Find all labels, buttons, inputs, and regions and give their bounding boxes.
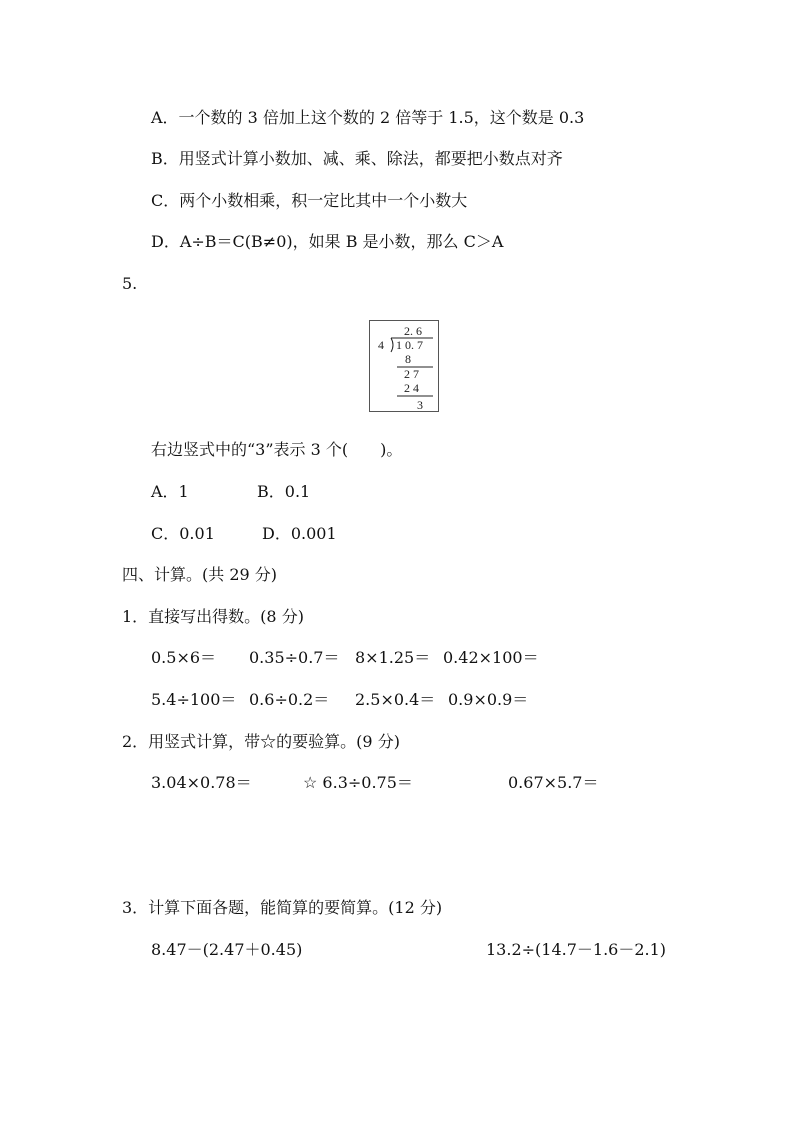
option-5a: A．1 <box>151 482 189 501</box>
q2-title: 2．用竖式计算，带☆的要验算。(9 分) <box>122 732 400 751</box>
division-divisor: 4 <box>378 338 384 352</box>
q1-item: 2.5×0.4＝ <box>355 690 436 709</box>
section-4-title: 四、计算。(共 29 分) <box>122 565 278 584</box>
division-remainder: 3 <box>417 398 423 412</box>
q1-title: 1．直接写出得数。(8 分) <box>122 607 304 626</box>
q1-item: 0.9×0.9＝ <box>448 690 529 709</box>
long-division-figure <box>369 320 439 412</box>
q1-item: 0.5×6＝ <box>151 648 217 667</box>
q2-item: 0.67×5.7＝ <box>508 773 599 792</box>
q1-item: 5.4÷100＝ <box>151 690 237 709</box>
q1-item: 8×1.25＝ <box>355 648 431 667</box>
option-4c: C．两个小数相乘，积一定比其中一个小数大 <box>151 191 468 210</box>
division-step-24: 2 4 <box>404 381 419 395</box>
division-step-27: 2 7 <box>404 367 419 381</box>
option-5c: C．0.01 <box>151 524 215 543</box>
division-dividend: 1 0. 7 <box>396 338 423 352</box>
option-5b: B．0.1 <box>257 482 311 501</box>
option-4b: B．用竖式计算小数加、减、乘、除法，都要把小数点对齐 <box>151 149 563 168</box>
question-5-number: 5. <box>122 274 138 293</box>
division-step-8: 8 <box>405 352 411 366</box>
q1-item: 0.35÷0.7＝ <box>249 648 340 667</box>
question-5-text: 右边竖式中的“3”表示 3 个( )。 <box>151 440 403 459</box>
q2-item: ☆ 6.3÷0.75＝ <box>303 773 413 792</box>
q3-item: 13.2÷(14.7－1.6－2.1) <box>486 940 667 959</box>
option-4d: D．A÷B＝C(B≠0)，如果 B 是小数，那么 C＞A <box>151 232 504 251</box>
division-quotient: 2. 6 <box>404 324 422 338</box>
q1-item: 0.42×100＝ <box>443 648 539 667</box>
q1-item: 0.6÷0.2＝ <box>249 690 330 709</box>
option-5d: D．0.001 <box>262 524 337 543</box>
q3-item: 8.47－(2.47＋0.45) <box>151 940 303 959</box>
option-4a: A．一个数的 3 倍加上这个数的 2 倍等于 1.5，这个数是 0.3 <box>151 108 585 127</box>
q3-title: 3．计算下面各题，能简算的要简算。(12 分) <box>122 898 443 917</box>
q2-item: 3.04×0.78＝ <box>151 773 252 792</box>
